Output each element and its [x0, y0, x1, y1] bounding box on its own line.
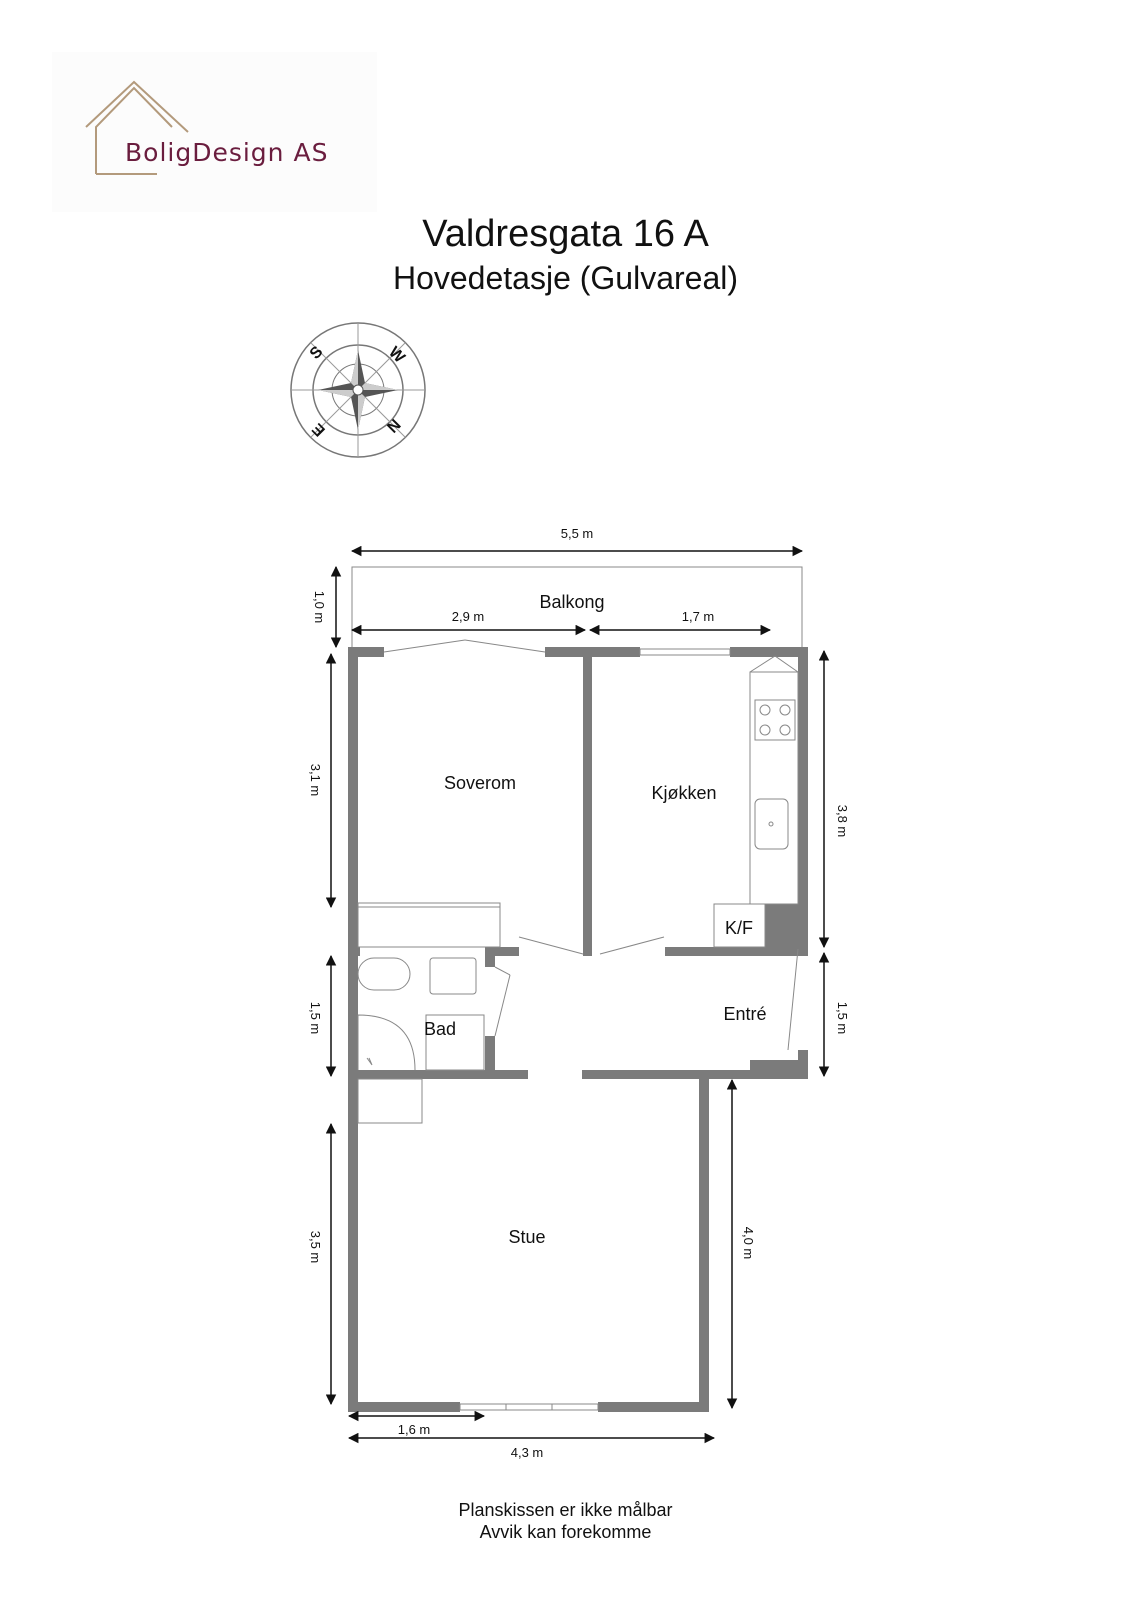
room-label-balkong: Balkong — [539, 592, 605, 612]
room-label-kf: K/F — [724, 918, 754, 938]
compass-letter-n: N — [382, 415, 404, 436]
dim-bedroom-depth: 3,1 m — [308, 763, 323, 797]
dim-bedroom-width: 2,9 m — [451, 609, 485, 624]
dim-entrance-depth: 1,5 m — [835, 1001, 850, 1035]
dim-kitchen-width: 1,7 m — [681, 609, 715, 624]
page-subtitle: Hovedetasje (Gulvareal) — [392, 260, 739, 296]
walls — [348, 647, 808, 1412]
room-label-soverom: Soverom — [443, 773, 517, 793]
room-label-bad: Bad — [423, 1019, 457, 1039]
disclaimer-line-1: Planskissen er ikke målbar — [458, 1500, 673, 1520]
brand-name: BoligDesign AS — [125, 138, 329, 167]
dim-balcony-depth: 1,0 m — [312, 590, 327, 624]
disclaimer-line-2: Avvik kan forekomme — [479, 1522, 652, 1542]
dim-window-offset: 1,6 m — [397, 1422, 431, 1437]
dim-living-depth-right: 4,0 m — [741, 1226, 756, 1260]
dim-living-width: 4,3 m — [510, 1445, 544, 1460]
room-label-stue: Stue — [508, 1227, 546, 1247]
compass-letter-e: E — [309, 419, 329, 440]
dim-bath-depth: 1,5 m — [308, 1001, 323, 1035]
compass-letter-s: S — [306, 343, 327, 363]
room-label-entre: Entré — [723, 1004, 767, 1024]
compass-letter-w: W — [385, 343, 408, 367]
dim-kitchen-depth: 3,8 m — [835, 804, 850, 838]
dim-total-width: 5,5 m — [560, 526, 594, 541]
dim-living-depth-left: 3,5 m — [308, 1230, 323, 1264]
room-label-kjokken: Kjøkken — [651, 783, 717, 803]
page-title: Valdresgata 16 A — [422, 213, 709, 255]
